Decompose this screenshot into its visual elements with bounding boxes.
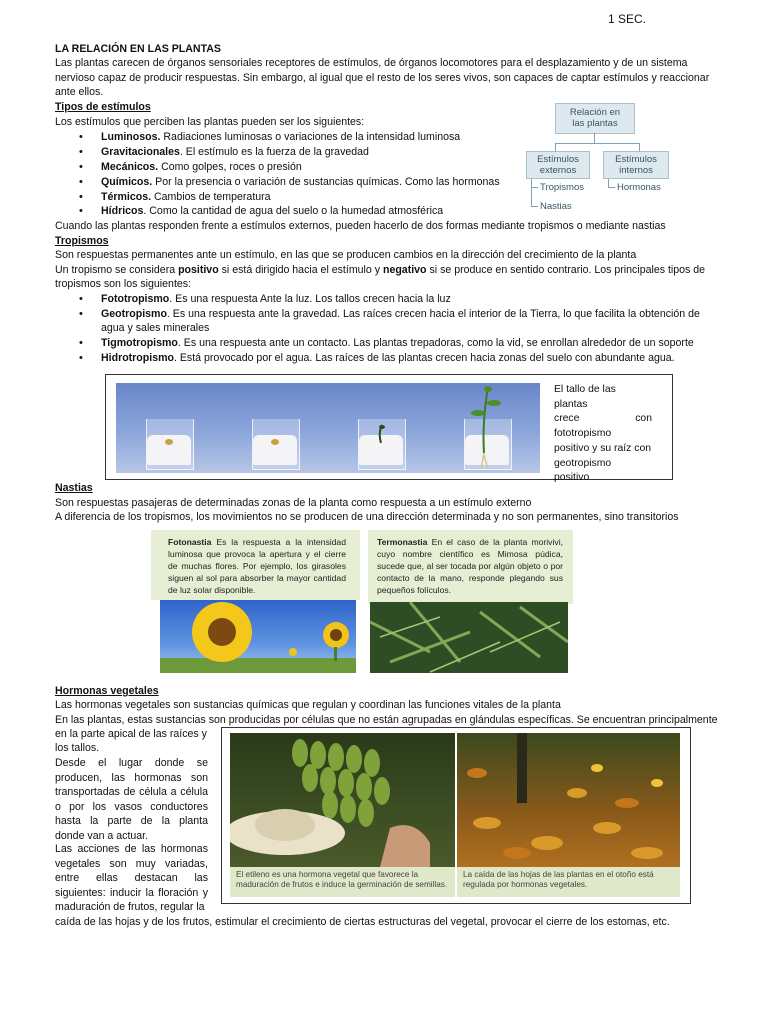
nastias-heading: Nastias xyxy=(55,482,93,494)
tropisms-line: Un tropismo se considera positivo si está dirigido hacia el estímulo y negativo si se produce en sentido contrario. Los principales tipos de xyxy=(55,264,706,276)
stimulus-item: Mecánicos. Como golpes, roces o presión xyxy=(101,161,302,173)
diagram-leaf: Nastias xyxy=(540,201,572,212)
nastias-line: Son respuestas pasajeras de determinadas zonas de la planta como respuesta a un estímulo externo xyxy=(55,497,532,509)
hormones-col-paragraph: Las acciones de las hormonas vegetales son muy variadas, entre ellas destacan las siguientes: inducir la floración y maduración de frutos, regular la xyxy=(55,843,208,914)
stimulus-item: Químicos. Por la presencia o variación de sustancias químicas. Como las hormonas xyxy=(101,176,500,188)
stimulus-item: Luminosos. Radiaciones luminosas o variaciones de la intensidad luminosa xyxy=(101,131,461,143)
tropism-item: Hidrotropismo. Está provocado por el agua. Las raíces de las plantas crecen hacia zonas del suelo con abundante agua. xyxy=(101,352,675,364)
bullet-icon: • xyxy=(79,205,83,217)
bullet-icon: • xyxy=(79,293,83,305)
stimulus-item: Hídricos. Como la cantidad de agua del suelo o la humedad atmosférica xyxy=(101,205,444,217)
diagram-external: Estímulos externos xyxy=(526,151,590,179)
bullet-icon: • xyxy=(79,146,83,158)
diagram-leaf: Tropismos xyxy=(540,182,584,193)
stimulus-item: Térmicos. Cambios de temperatura xyxy=(101,191,271,203)
germination-photo xyxy=(222,383,328,473)
germination-caption: El tallo de las plantas crece con fototropismo positivo y su raíz con geotropismo positivo xyxy=(554,384,652,484)
hormones-heading: Hormonas vegetales xyxy=(55,685,159,697)
tropisms-heading: Tropismos xyxy=(55,235,109,247)
germination-photo xyxy=(116,383,222,473)
bullet-icon: • xyxy=(79,308,83,320)
hormones-line: En las plantas, estas sustancias son producidas por células que no están agrupadas en glándulas específicas. Se encuentran principalmente xyxy=(55,714,718,726)
hormones-final: caída de las hojas y de los frutos, estimular el crecimiento de ciertas estructuras del vegetal, provocar el cierre de los estomas, etc. xyxy=(55,916,670,928)
hormones-line: Las hormonas vegetales son sustancias químicas que regulan y coordinan las funciones vitales de la planta xyxy=(55,699,561,711)
tropism-item: Tigmotropismo. Es una respuesta ante un contacto. Las plantas trepadoras, como la vid, se enrollan alrededor de un soporte xyxy=(101,337,694,349)
tropisms-line: Son respuestas permanentes ante un estímulo, en las que se producen cambios en la dirección del crecimiento de la planta xyxy=(55,249,637,261)
intro-line: nervioso capaz de producir respuestas. Sin embargo, al igual que el resto de los seres vivos, son capaces de captar estímulos y reaccionar xyxy=(55,72,710,84)
bullet-icon: • xyxy=(79,176,83,188)
bullet-icon: • xyxy=(79,352,83,364)
bullet-icon: • xyxy=(79,131,83,143)
tropism-item-cont: agua y sales minerales xyxy=(101,322,210,334)
hormones-col-line: en la parte apical de las raíces y xyxy=(55,728,207,740)
sunflower-photo xyxy=(160,600,356,673)
stimuli-heading: Tipos de estímulos xyxy=(55,101,151,113)
bullet-icon: • xyxy=(79,337,83,349)
tropism-item: Fototropismo. Es una respuesta Ante la luz. Los tallos crecen hacia la luz xyxy=(101,293,451,305)
autumn-leaves-photo xyxy=(457,733,680,867)
bullet-icon: • xyxy=(79,191,83,203)
intro-line: Las plantas carecen de órganos sensoriales receptores de estímulos, de órganos locomotores para el desplazamiento y de un sistema xyxy=(55,57,688,69)
termonastia-text: Termonastia En el caso de la planta morivivi, cuyo nombre científico es Mimosa púdica, sucede que, al ser tocada por algún objeto o por contacto de la mano, responde plegando sus pequeños folículos. xyxy=(377,537,563,595)
mimosa-photo xyxy=(370,602,568,673)
fotonastia-text: Fotonastia Es la respuesta a la intensidad luminosa que provoca la apertura y el cierre de muchas flores. Por ejemplo, los girasoles siguen al sol para absorber la mayor cantidad de luz solar disponible. xyxy=(168,537,346,595)
tropism-item: Geotropismo. Es una respuesta ante la gravedad. Las raíces crecen hacia el interior de la Tierra, lo que facilita la obtención de xyxy=(101,308,700,320)
stimulus-item: Gravitacionales. El estímulo es la fuerza de la gravedad xyxy=(101,146,369,158)
leaves-caption: La caída de las hojas de las plantas en el otoño está regulada por hormonas vegetales. xyxy=(457,867,680,897)
germination-photo xyxy=(328,383,434,473)
banana-photo xyxy=(230,733,455,867)
diagram-leaf: Hormonas xyxy=(617,182,661,193)
nastias-line: A diferencia de los tropismos, los movimientos no se producen de una dirección determinada y no son permanentes, sino transitorios xyxy=(55,511,679,523)
germination-photo xyxy=(434,383,540,473)
diagram-root: Relación en las plantas xyxy=(555,103,635,134)
banana-caption: El etileno es una hormona vegetal que favorece la maduración de frutos e induce la germinación de semillas. xyxy=(230,867,455,897)
hormones-col-line: los tallos. xyxy=(55,742,100,754)
stimuli-closing: Cuando las plantas responden frente a estímulos externos, pueden hacerlo de dos formas mediante tropismos o mediante nastias xyxy=(55,220,666,232)
stimuli-lead: Los estímulos que perciben las plantas pueden ser los siguientes: xyxy=(55,116,365,128)
page-header-label: 1 SEC. xyxy=(608,12,647,26)
hormones-col-paragraph: Desde el lugar donde se producen, las hormonas son transportadas de célula a célula o por los vasos conductores hasta la parte de la planta donde van a actuar. xyxy=(55,757,208,842)
tropisms-line: tropismos son los siguientes: xyxy=(55,278,192,290)
page-title: LA RELACIÓN EN LAS PLANTAS xyxy=(55,43,221,55)
intro-line: ante ellos. xyxy=(55,86,104,98)
diagram-internal: Estímulos internos xyxy=(603,151,669,179)
bullet-icon: • xyxy=(79,161,83,173)
